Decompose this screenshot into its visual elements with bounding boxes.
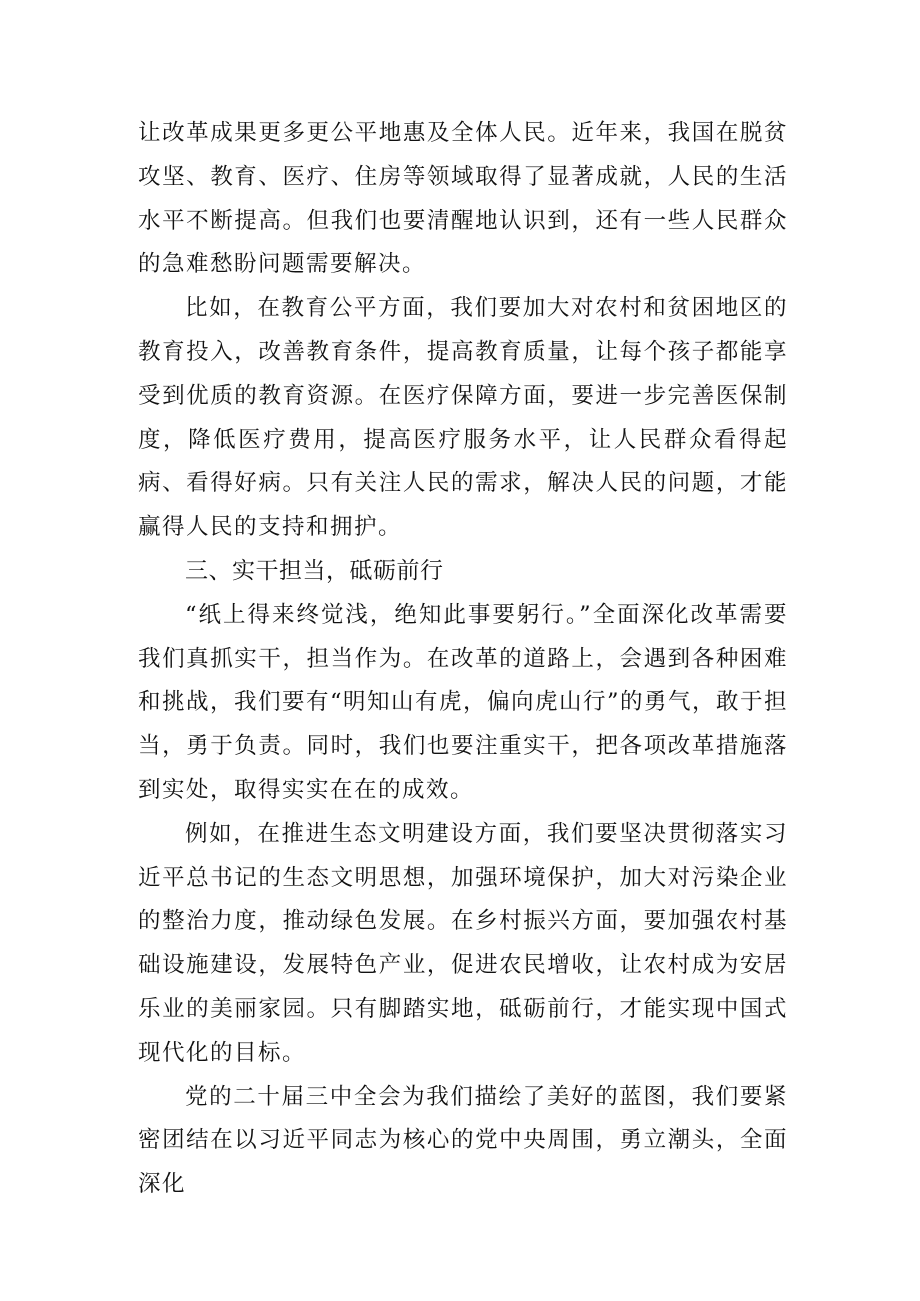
document-page [138, 112, 788, 1207]
paragraph-education-healthcare: 比如，在教育公平方面，我们要加大对农村和贫困地区的教育投入，改善教育条件，提高教育质量，让每个孩子都能享受到优质的教育资源。在医疗保障方面，要进一步完善医保制度，降低医疗费用，提高医疗服务水平，让人民群众看得起病、看得好病。只有关注人民的需求，解决人民的问题，才能赢得人民的支持和拥护。 [138, 295, 788, 541]
paragraph-continued: 让改革成果更多更公平地惠及全体人民。近年来，我国在脱贫攻坚、教育、医疗、住房等领域取得了显著成就，人民的生活水平不断提高。但我们也要清醒地认识到，还有一些人民群众的急难愁盼问题需要解决。 [138, 120, 788, 278]
paragraph-conclusion: 党的二十届三中全会为我们描绘了美好的蓝图，我们要紧密团结在以习近平同志为核心的党中央周围，勇立潮头，全面深化 [138, 1083, 788, 1198]
paragraph-ecology-rural: 例如，在推进生态文明建设方面，我们要坚决贯彻落实习近平总书记的生态文明思想，加强环境保护，加大对污染企业的整治力度，推动绿色发展。在乡村振兴方面，要加强农村基础设施建设，发展特色产业，促进农民增收，让农村成为安居乐业的美丽家园。只有脚踏实地，砥砺前行，才能实现中国式现代化的目标。 [138, 820, 788, 1066]
section-heading: 三、实干担当，砥砺前行 [185, 557, 444, 584]
paragraph-practical-action: “纸上得来终觉浅，绝知此事要躬行。”全面深化改革需要我们真抓实干，担当作为。在改革的道路上，会遇到各种困难和挑战，我们要有“明知山有虎，偏向虎山行”的勇气，敢于担当，勇于负责。同时，我们也要注重实干，把各项改革措施落到实处，取得实实在在的成效。 [138, 601, 789, 803]
